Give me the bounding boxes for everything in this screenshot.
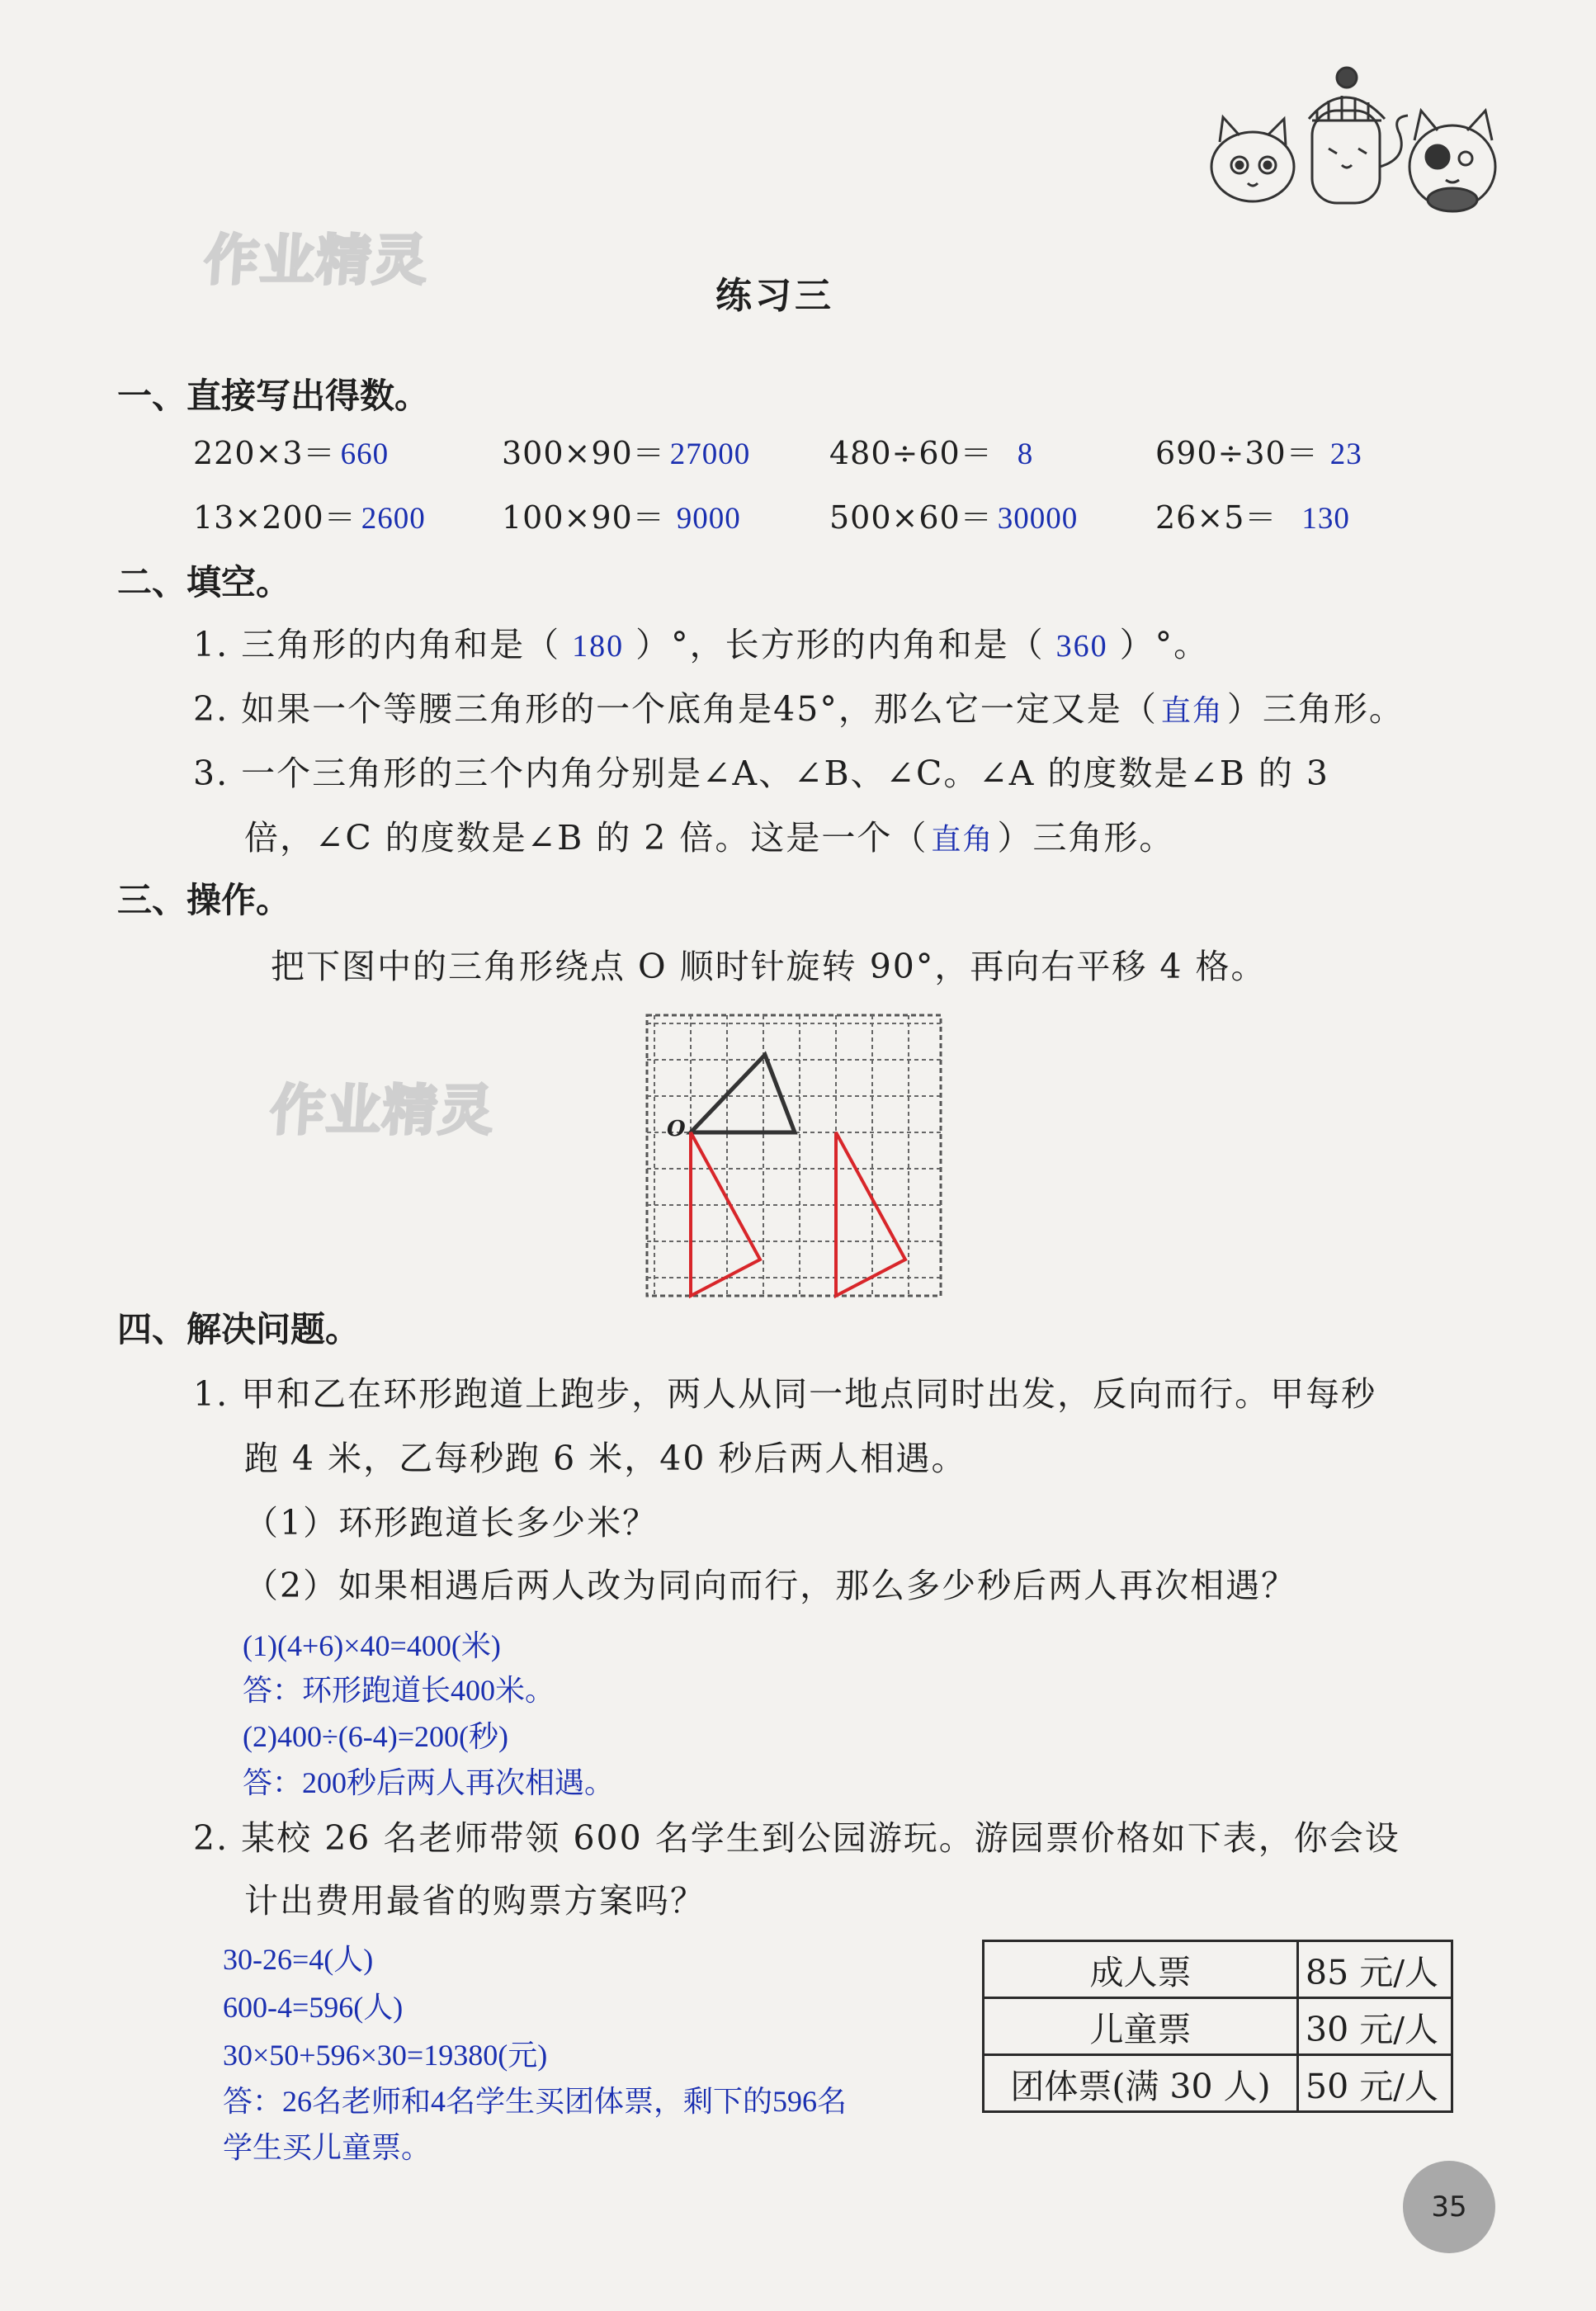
page-number: 35 <box>1403 2161 1495 2253</box>
calc-answer: 8 <box>1017 437 1034 471</box>
calc-expression: 480÷60＝ <box>829 435 993 471</box>
ticket-price-table <box>982 1940 1453 2113</box>
fill-question-2: 2. 如果一个等腰三角形的一个底角是45°，那么它一定又是（ 直角）三角形。 <box>193 689 1405 729</box>
answer-line: 答：200秒后两人再次相遇。 <box>243 1766 615 1799</box>
calc-answer: 23 <box>1329 437 1362 471</box>
section-1-heading: 一、直接写出得数。 <box>117 376 430 416</box>
calc-item <box>193 428 389 473</box>
original-triangle <box>691 1055 795 1132</box>
answer-line: 学生买儿童票。 <box>223 2131 432 2164</box>
calc-answer: 660 <box>340 437 390 471</box>
calc-expression: 13×200＝ <box>193 499 357 536</box>
ticket-type: 团体票(满 30 人) <box>984 2055 1298 2112</box>
watermark-middle: 作业精灵 <box>267 1079 498 1142</box>
ticket-price: 85 元/人 <box>1298 1941 1452 1998</box>
answer-line: (2)400÷(6-4)=200(秒) <box>243 1720 508 1753</box>
calc-answer: 30000 <box>997 502 1079 536</box>
watermark-top: 作业精灵 <box>201 229 432 292</box>
page-title: 练习三 <box>715 275 834 317</box>
blank-answer: 360 <box>1055 629 1108 664</box>
blank-answer: 直角 <box>1160 694 1224 728</box>
calc-expression: 100×90＝ <box>502 499 665 536</box>
calc-item <box>1155 492 1350 537</box>
answer-line: 30-26=4(人) <box>223 1943 374 1976</box>
calc-expression: 26×5＝ <box>1155 499 1277 536</box>
calc-expression: 300×90＝ <box>502 435 665 471</box>
calc-expression: 500×60＝ <box>829 499 993 536</box>
rotated-triangle <box>691 1132 760 1296</box>
answer-line: 答：环形跑道长400米。 <box>243 1674 555 1707</box>
problem-2-line-1: 2. 某校 26 名老师带领 600 名学生到公园游玩。游园票价格如下表，你会设 <box>193 1818 1400 1858</box>
point-o-label: O <box>667 1117 686 1141</box>
table-row <box>984 1998 1452 2055</box>
ticket-type: 儿童票 <box>984 1998 1298 2055</box>
cats-illustration <box>1205 59 1502 216</box>
problem-1-subquestion-2: （2）如果相遇后两人改为同向而行，那么多少秒后两人再次相遇？ <box>244 1566 1297 1605</box>
problem-2-line-2: 计出费用最省的购票方案吗？ <box>244 1881 706 1921</box>
calc-item <box>829 428 1033 473</box>
section-3-heading: 三、操作。 <box>117 880 291 920</box>
calc-answer: 130 <box>1301 502 1350 536</box>
section-2-heading: 二、填空。 <box>117 562 291 603</box>
calc-answer: 9000 <box>676 502 741 536</box>
section-4-heading: 四、解决问题。 <box>117 1309 361 1349</box>
answer-line: 答：26名老师和4名学生买团体票，剩下的596名 <box>223 2085 848 2118</box>
blank-answer: 180 <box>572 629 625 664</box>
calc-item <box>1155 428 1362 473</box>
rotation-grid-figure <box>644 1012 946 1301</box>
calc-item <box>829 492 1078 537</box>
translated-triangle <box>836 1132 905 1296</box>
answer-line: (1)(4+6)×40=400(米) <box>243 1629 501 1662</box>
problem-1-line-1: 1. 甲和乙在环形跑道上跑步，两人从同一地点同时出发，反向而行。甲每秒 <box>193 1374 1377 1414</box>
calc-expression: 220×3＝ <box>193 435 336 471</box>
operation-instruction: 把下图中的三角形绕点 O 顺时针旋转 90°，再向右平移 4 格。 <box>271 947 1267 986</box>
answer-line: 30×50+596×30=19380(元) <box>223 2039 548 2072</box>
answer-line: 600-4=596(人) <box>223 1991 404 2024</box>
fill-question-1: 1. 三角形的内角和是（ 180 ）°，长方形的内角和是（ 360 ）°。 <box>193 625 1210 664</box>
ticket-price: 50 元/人 <box>1298 2055 1452 2112</box>
ticket-price: 30 元/人 <box>1298 1998 1452 2055</box>
calc-item <box>502 492 741 537</box>
problem-1-subquestion-1: （1）环形跑道长多少米？ <box>244 1503 659 1543</box>
calc-item <box>193 492 426 537</box>
blank-answer: 直角 <box>931 823 994 857</box>
fill-question-3-line-1: 3. 一个三角形的三个内角分别是∠A、∠B、∠C。∠A 的度数是∠B 的 3 <box>193 754 1329 793</box>
calc-answer: 27000 <box>669 437 751 471</box>
calc-item <box>502 428 750 473</box>
ticket-type: 成人票 <box>984 1941 1298 1998</box>
table-row <box>984 1941 1452 1998</box>
calc-expression: 690÷30＝ <box>1155 435 1319 471</box>
fill-question-3-line-2: 倍，∠C 的度数是∠B 的 2 倍。这是一个（ 直角）三角形。 <box>244 818 1175 858</box>
calc-answer: 2600 <box>361 502 426 536</box>
problem-1-line-2: 跑 4 米，乙每秒跑 6 米，40 秒后两人相遇。 <box>244 1439 967 1478</box>
table-row <box>984 2055 1452 2112</box>
